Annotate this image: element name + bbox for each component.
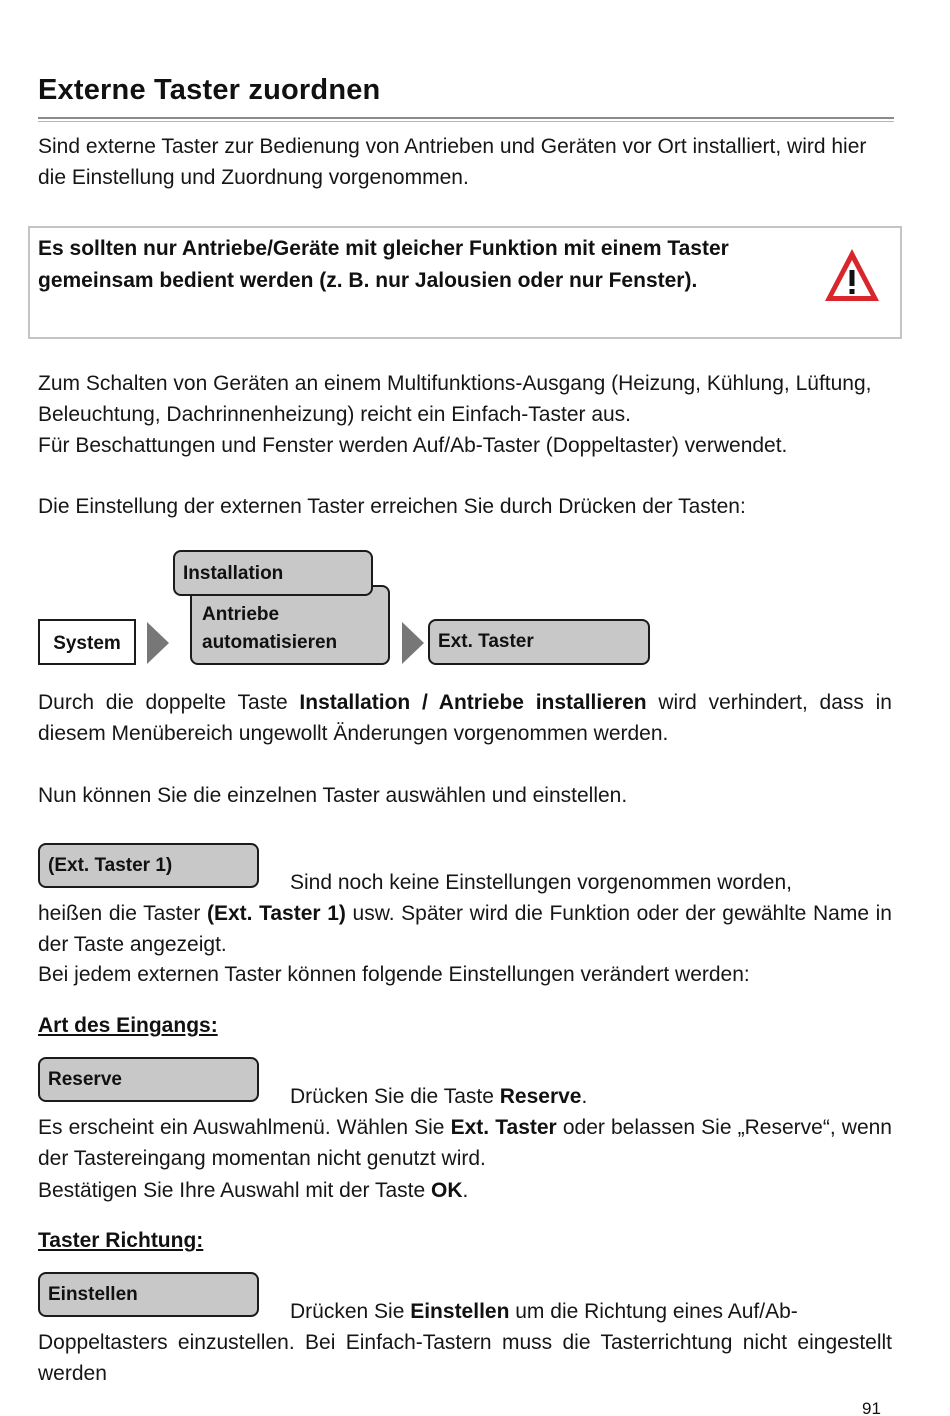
einstellen-first-line: [290, 1296, 892, 1327]
confirm-line: [38, 1175, 892, 1206]
shading-text: Für Beschattungen und Fenster werden Auf/Ab-Taster (Doppeltaster) verwendet.: [38, 434, 788, 457]
page-number: 91: [862, 1399, 881, 1416]
reserve-text-c: Es erscheint ein Auswahlmenü. Wählen Sie: [38, 1116, 451, 1139]
select-paragraph: Nun können Sie die einzelnen Taster auswählen und einstellen.: [38, 784, 628, 807]
taster1-first-line: Sind noch keine Einstellungen vorgenommen worden,: [290, 871, 792, 894]
multifunction-text: Zum Schalten von Geräten an einem Multifunktions-Ausgang (Heizung, Kühlung, Lüftung, Beleuchtung, Dachrinnenheizung) reicht ein Einfach-Taster aus.: [38, 372, 872, 426]
richtung-heading: Taster Richtung:: [38, 1229, 204, 1252]
eingang-heading: Art des Eingangs:: [38, 1014, 218, 1037]
antriebe-label-line2: automatisieren: [202, 632, 338, 653]
ext-taster-1-button[interactable]: (Ext. Taster 1): [38, 843, 259, 888]
einstellen-button[interactable]: Einstellen: [38, 1272, 259, 1317]
page-title: Externe Taster zuordnen: [38, 74, 381, 106]
taster1-text-a: heißen die Taster: [38, 902, 207, 925]
antriebe-automatisieren-button[interactable]: [190, 585, 390, 665]
taster1-paragraph: [38, 898, 892, 960]
installation-button[interactable]: Installation: [173, 550, 373, 596]
ext-taster-bold: Ext. Taster: [450, 1116, 557, 1139]
reserve-text-a: Drücken Sie die Taste: [290, 1085, 500, 1108]
double-key-paragraph: [38, 687, 892, 749]
arrow-right-icon: [147, 622, 169, 664]
taster1-text-b: usw. Später wird die Funktion oder der gewählte Name in der Taste angezeigt.: [38, 902, 892, 956]
warning-triangle-icon: [822, 246, 882, 304]
reserve-first-line: [290, 1081, 892, 1112]
einstellen-text-a: Drücken Sie: [290, 1300, 411, 1323]
intro-paragraph: Sind externe Taster zur Bedienung von Antrieben und Geräten vor Ort installiert, wird hier die Einstellung und Zuordnung vorgenommen.: [38, 135, 867, 189]
double-key-bold: Installation / Antriebe installieren: [299, 691, 647, 714]
confirm-text-b: .: [462, 1179, 469, 1202]
arrow-right-icon: [402, 622, 424, 664]
ok-bold: OK: [431, 1179, 463, 1202]
title-rule: [38, 117, 894, 119]
taster1-bold: (Ext. Taster 1): [206, 902, 346, 925]
reserve-bold: Reserve: [499, 1085, 582, 1108]
system-button[interactable]: System: [38, 619, 136, 665]
einstellen-text-b: um die Richtung eines Auf/Ab-: [509, 1300, 798, 1323]
double-key-text-a: Durch die doppelte Taste: [38, 691, 300, 714]
multifunction-paragraph: [38, 368, 892, 461]
reserve-button[interactable]: Reserve: [38, 1057, 259, 1102]
warning-text: Es sollten nur Antriebe/Geräte mit gleicher Funktion mit einem Taster gemeinsam bedient werden (z. B. nur Jalousien oder nur Fenster).: [38, 237, 729, 292]
confirm-text-a: Bestätigen Sie Ihre Auswahl mit der Taste: [38, 1179, 431, 1202]
reserve-paragraph: [38, 1112, 892, 1174]
einstellen-bold: Einstellen: [410, 1300, 510, 1323]
antriebe-label-line1: Antriebe: [202, 604, 280, 625]
double-key-text-b: wird verhindert, dass in diesem Menübereich ungewollt Änderungen vorgenommen werden.: [38, 691, 892, 745]
einstellen-paragraph: Doppeltasters einzustellen. Bei Einfach-Tastern muss die Tasterrichtung nicht eingestellt werden: [38, 1331, 892, 1385]
reserve-text-d: oder belassen Sie „Reserve“, wenn der Tastereingang momentan nicht genutzt wird.: [38, 1116, 892, 1170]
taster1-settings-line: Bei jedem externen Taster können folgende Einstellungen verändert werden:: [38, 963, 750, 986]
ext-taster-button[interactable]: Ext. Taster: [428, 619, 650, 665]
navigation-intro: Die Einstellung der externen Taster erreichen Sie durch Drücken der Tasten:: [38, 495, 746, 518]
title-rule-thin: [38, 121, 894, 122]
reserve-text-b: .: [581, 1085, 588, 1108]
